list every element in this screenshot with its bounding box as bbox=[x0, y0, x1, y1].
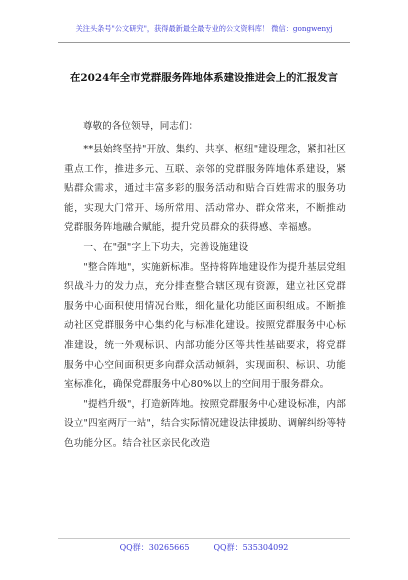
header-divider bbox=[58, 42, 350, 43]
intro-paragraph: **县始终坚持"开放、集约、共享、枢纽"建设理念，紧扣社区重点工作，推进多元、互联、亲邻的党群服务阵地体系建设，紧贴群众需求，通过丰富多彩的服务活动和贴合百姓需求的服务功能，实现大门常开、场所常用、活动常办、群众常来，不断推动党群服务阵地融合赋能，提升党员群众的获得感、幸福感。 bbox=[64, 144, 347, 234]
footer-qq-group-1: QQ群：30265665 bbox=[119, 543, 190, 552]
footer-divider bbox=[58, 538, 350, 539]
section-heading-1: 一、在"强"字上下功夫，完善设施建设 bbox=[83, 241, 249, 253]
greeting: 尊敬的各位领导，同志们： bbox=[83, 121, 199, 132]
paragraph-integrate-position: "整合阵地"，实施新标准。坚持将阵地建设作为提升基层党组织战斗力的发力点，充分排查整合辖区现有资源，建立社区党群服务中心面积使用情况台账，细化量化功能区面积组成。不断推动社区党群服务中心集约化与标准化建设。按照党群服务中心标准建设，统一外观标识、内部功能分区等共性基础要求，将党群服务中心空间面积更多向群众活动倾斜，实现面积、标识、功能室标准化，确保党群服务中心80%以上的空间用于服务群众。 bbox=[64, 261, 346, 391]
document-body bbox=[64, 140, 346, 454]
header-banner: 关注头条号"公文研究"，获得最新最全最专业的公文资料库！ 微信：gongwenyj bbox=[75, 24, 333, 33]
footer bbox=[0, 542, 408, 554]
paragraph-upgrade-position: "提档升级"，打造新阵地。按照党群服务中心建设标准，内部设立"四室两厅一站"，结合实际情况建设法律援助、调解纠纷等特色功能分区。结合社区亲民化改造 bbox=[64, 398, 346, 449]
document-title: 在2024年全市党群服务阵地体系建设推进会上的汇报发言 bbox=[70, 72, 338, 84]
footer-qq-group-2: QQ群：535304092 bbox=[213, 543, 289, 552]
